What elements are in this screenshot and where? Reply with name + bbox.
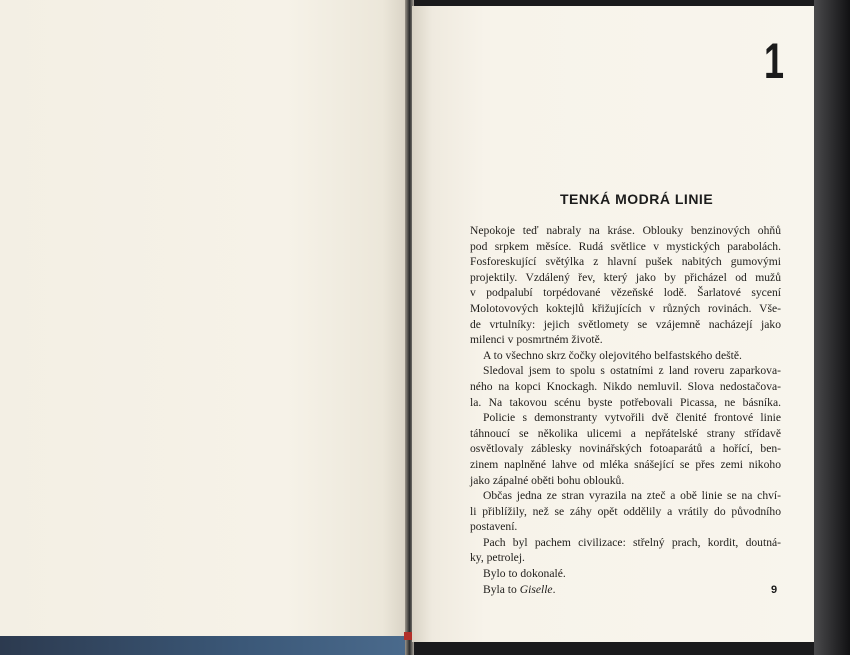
text-line: Sledoval jsem to spolu s ostatními z land roveru zaparkova- (483, 364, 781, 378)
text-line: de vrtulníky: jejich světlomety se vzájemně nacházejí jako (470, 317, 781, 331)
text-line: zinem naplněné lahve od mléka snášející se přes zemi nikoho (470, 457, 781, 471)
text-line: Fosforeskující světýlka z hlavní pušek nabitých gumovými (470, 255, 781, 269)
text-line: pod srpkem měsíce. Rudá světlice v mystických parabolách. (470, 239, 781, 253)
text-line: milenci v posmrtném životě. (470, 333, 603, 347)
chapter-title: TENKÁ MODRÁ LINIE (560, 191, 714, 207)
text-fragment: . (552, 582, 556, 596)
text-line: la. Na takovou scénu byste potřebovali Picassa, ne básníka. (470, 395, 781, 409)
text-line: Pach byl pachem civilizace: střelný prach, kordit, doutná- (483, 535, 781, 549)
text-line: Nepokoje teď nabraly na kráse. Oblouky benzinových ohňů (470, 224, 781, 237)
text-line: Občas jedna ze stran vyrazila na zteč a obě linie se na chví- (483, 489, 781, 503)
text-line: ky, petrolej. (470, 551, 525, 565)
text-line: postavení. (470, 520, 518, 534)
chapter-number: 1 (764, 33, 785, 89)
text-line: Policie s demonstranty vytvořili dvě členité frontové linie (483, 411, 781, 425)
text-line: A to všechno skrz čočky olejovitého belfastského deště. (483, 348, 742, 362)
text-line: táhnoucí se několika ulicemi a nepřátelské strany střídavě (470, 426, 781, 440)
text-line: projektily. Vzdálený řev, který jako by přicházel od mužů (470, 270, 781, 284)
left-page-blank (0, 0, 407, 640)
chapter-body-text (470, 223, 781, 597)
text-line: jako zápalné oběti bohu oblouků. (470, 473, 625, 487)
text-line: Bylo to dokonalé. (483, 567, 566, 581)
text-line: osvětlovaly záblesky novinářských fotoaparátů a hořící, ben- (470, 442, 781, 456)
italic-title: Giselle (519, 582, 553, 596)
page-number: 9 (771, 584, 778, 596)
text-fragment: Byla to (483, 582, 520, 596)
text-line: Molotovových koktejlů křižujících v různých rovinách. Vše- (470, 301, 781, 315)
book-cover-edge (0, 636, 405, 655)
page-edge-shadow (814, 0, 850, 655)
text-line-last (470, 582, 781, 598)
text-line: ného na kopci Knockagh. Nikdo nemluvil. Slova nedostačova- (470, 379, 781, 393)
text-line: v podpalubí torpédované vězeňské lodě. Šarlatové sycení (470, 286, 781, 300)
text-line: li přiblížily, než se záhy opět oddělily a vrátily do původního (470, 504, 781, 518)
